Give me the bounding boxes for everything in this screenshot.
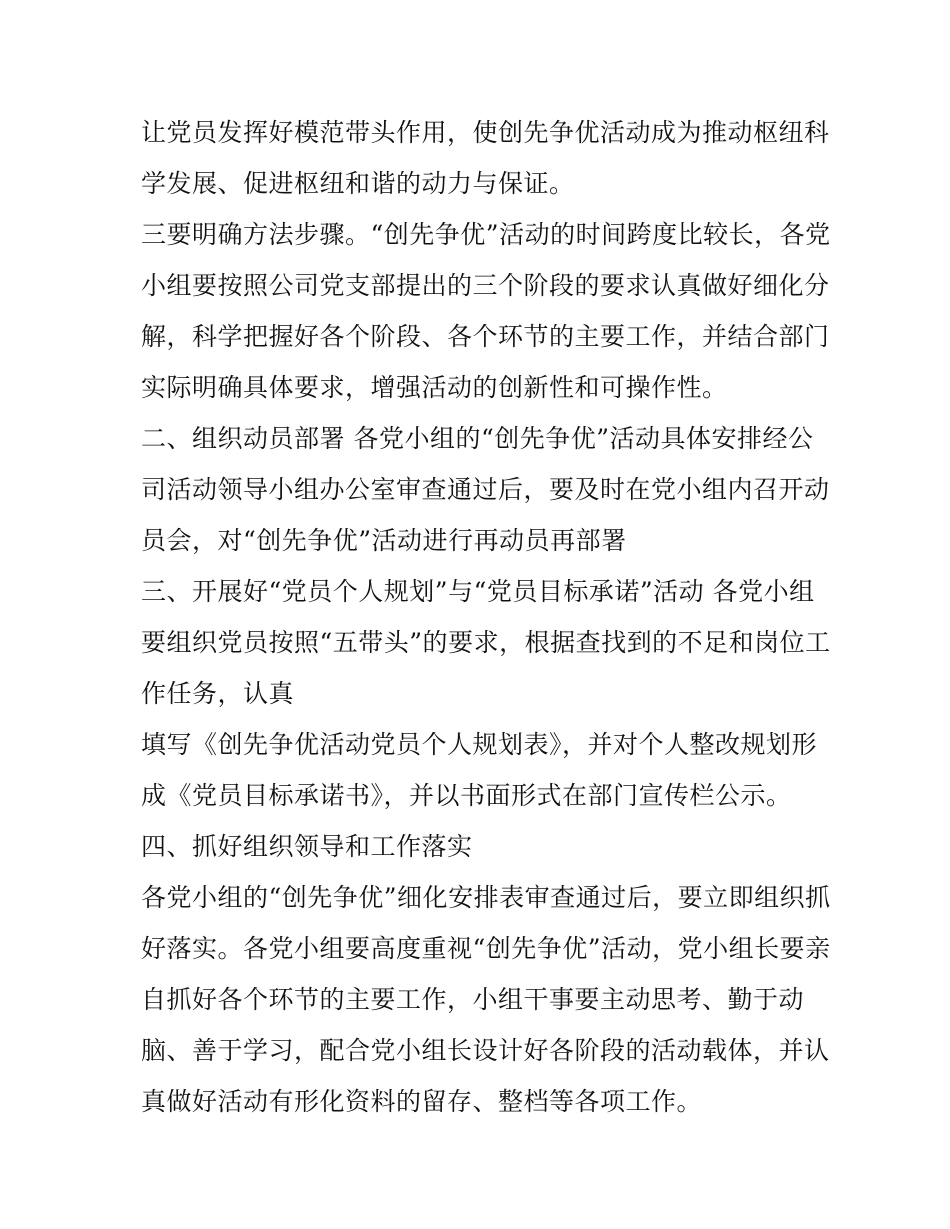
text-line: 填写《创先争优活动党员个人规划表》，并对个人整改规划形	[141, 730, 818, 759]
text-line: 要组织党员按照“五带头”的要求，根据查找到的不足和岗位工	[141, 628, 831, 657]
text-line: 脑、善于学习，配合党小组长设计好各阶段的活动载体，并认	[141, 1036, 830, 1065]
text-line: 成《党员目标承诺书》，并以书面形式在部门宣传栏公示。	[141, 781, 792, 810]
text-line: 解，科学把握好各个阶段、各个环节的主要工作，并结合部门	[141, 322, 830, 351]
text-line: 小组要按照公司党支部提出的三个阶段的要求认真做好细化分	[141, 271, 830, 300]
document-body	[141, 107, 831, 1127]
text-line: 自抓好各个环节的主要工作，小组干事要主动思考、勤于动	[141, 985, 805, 1014]
text-line: 三要明确方法步骤。“创先争优”活动的时间跨度比较长，各党	[141, 220, 831, 249]
text-line: 实际明确具体要求，增强活动的创新性和可操作性。	[141, 373, 728, 402]
text-line: 让党员发挥好模范带头作用，使创先争优活动成为推动枢纽科	[141, 118, 830, 147]
section-heading-3: 三、开展好“党员个人规划”与“党员目标承诺”活动 各党小组	[141, 577, 815, 606]
text-line: 司活动领导小组办公室审查通过后，要及时在党小组内召开动	[141, 475, 830, 504]
text-line: 学发展、促进枢纽和谐的动力与保证。	[141, 169, 575, 198]
text-line: 员会，对“创先争优”活动进行再动员再部署	[141, 526, 627, 555]
text-line: 作任务，认真	[141, 679, 295, 708]
section-heading-4: 四、抓好组织领导和工作落实	[141, 832, 473, 861]
section-heading-2: 二、组织动员部署 各党小组的“创先争优”活动具体安排经公	[141, 424, 814, 453]
text-line: 各党小组的“创先争优”细化安排表审查通过后，要立即组织抓	[141, 883, 831, 912]
text-line: 真做好活动有形化资料的留存、整档等各项工作。	[141, 1087, 703, 1116]
text-line: 好落实。各党小组要高度重视“创先争优”活动，党小组长要亲	[141, 934, 831, 963]
